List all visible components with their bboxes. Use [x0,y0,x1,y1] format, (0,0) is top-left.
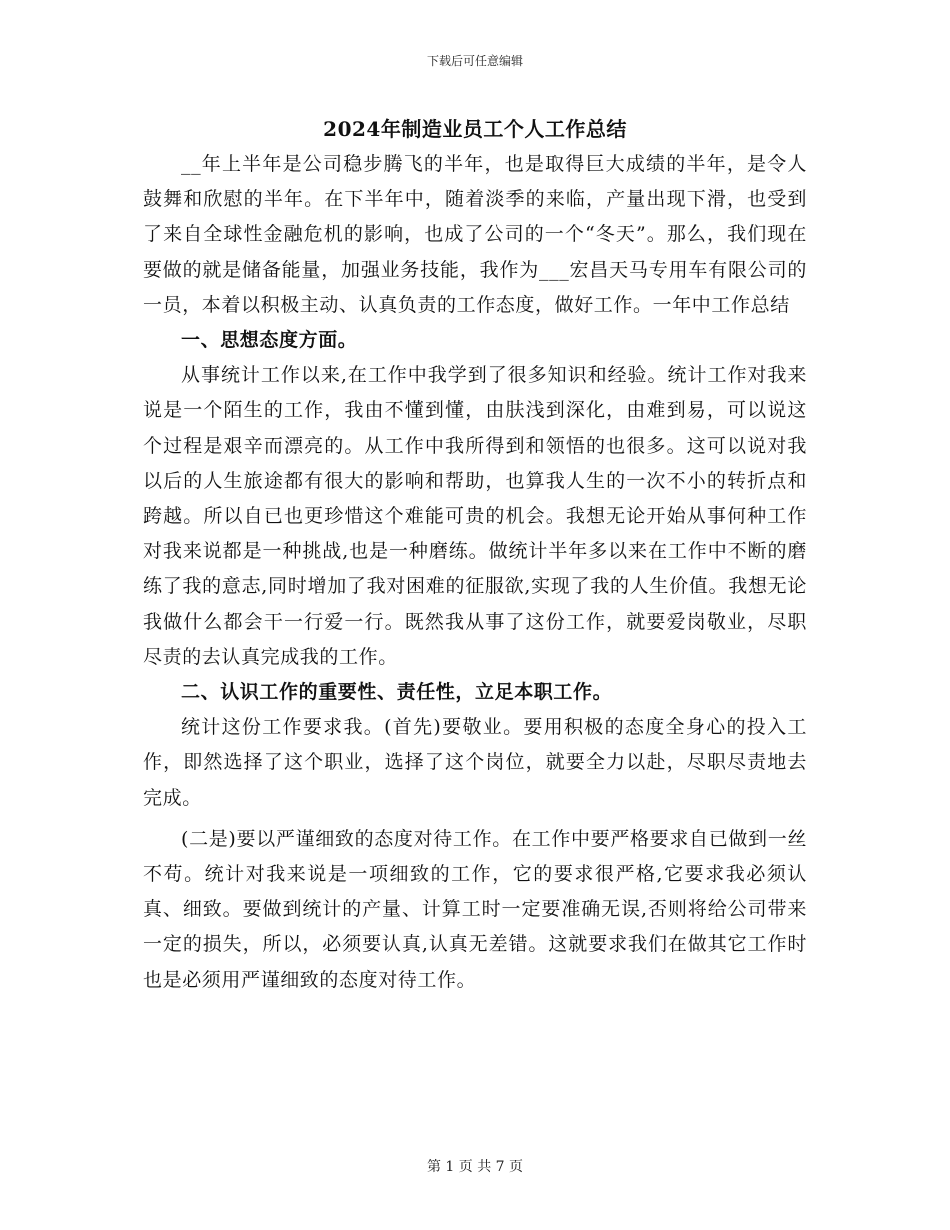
section-2-paragraph-1: 统计这份工作要求我。(首先)要敬业。要用积极的态度全身心的投入工作，即然选择了这个职业，选择了这个岗位，就要全力以赴，尽职尽责地去完成。 [143,716,807,809]
section-1-heading: 一、思想态度方面。 [181,329,358,352]
section-1-paragraph: 从事统计工作以来,在工作中我学到了很多知识和经验。统计工作对我来说是一个陌生的工作，我由不懂到懂，由肤浅到深化，由难到易，可以说这个过程是艰辛而漂亮的。从工作中我所得到和领悟的也很多。这可以说对我以后的人生旅途都有很大的影响和帮助，也算我人生的一次不小的转折点和跨越。所以自已也更珍惜这个难能可贵的机会。我想无论开始从事何种工作对我来说都是一种挑战,也是一种磨练。做统计半年多以来在工作中不断的磨练了我的意志,同时增加了我对困难的征服欲,实现了我的人生价值。我想无论我做什么都会干一行爱一行。既然我从事了这份工作，就要爱岗敬业，尽职尽责的去认真完成我的工作。 [143,364,807,668]
intro-paragraph: __年上半年是公司稳步腾飞的半年，也是取得巨大成绩的半年，是令人鼓舞和欣慰的半年。在下半年中，随着淡季的来临，产量出现下滑，也受到了来自全球性金融危机的影响，也成了公司的一个“冬天”。那么，我们现在要做的就是储备能量，加强业务技能，我作为___宏昌天马专用车有限公司的一员，本着以积极主动、认真负责的工作态度，做好工作。一年中工作总结 [143,153,807,316]
page-header-note: 下载后可任意编辑 [426,54,523,68]
section-2-heading: 二、认识工作的重要性、责任性，立足本职工作。 [181,681,613,704]
section-2-paragraph-2: (二是)要以严谨细致的态度对待工作。在工作中要严格要求自已做到一丝不苟。统计对我来说是一项细致的工作，它的要求很严格,它要求我必须认真、细致。要做到统计的产量、计算工时一定要准确无误,否则将给公司带来一定的损失，所以，必须要认真,认真无差错。这就要求我们在做其它工作时也是必须用严谨细致的态度对待工作。 [143,827,807,991]
page-footer-number: 第 1 页 共 7 页 [426,1159,524,1175]
document-body [143,111,807,998]
document-title: 2024年制造业员工个人工作总结 [323,117,627,141]
